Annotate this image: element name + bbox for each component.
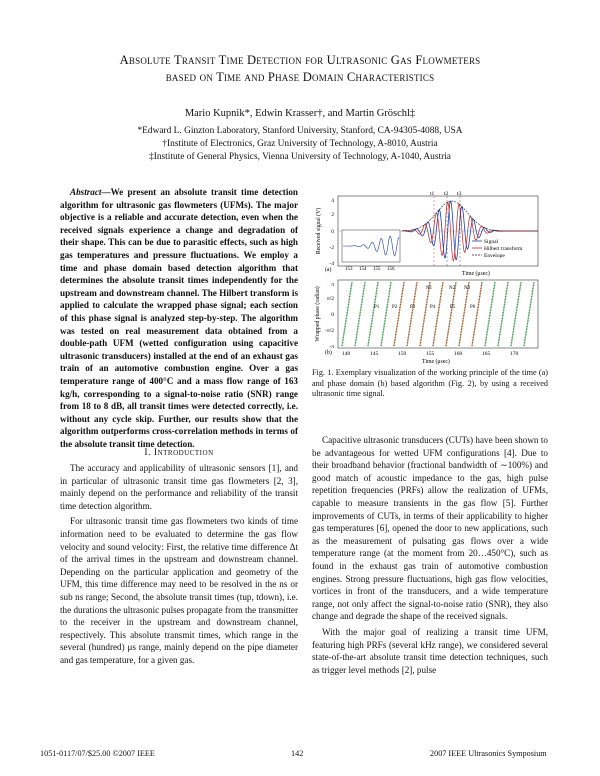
section-heading (60, 447, 298, 458)
marker-t2: t2 (444, 191, 449, 197)
intro-paragraph-1: The accuracy and applicability of ultrasonic sensors [1], and in particular of ultrasonic transit time gas flowmeters [2, 3], mainly depend on the performance and reliability of the transit time detection algorithm. (60, 463, 298, 511)
phase-ramp (433, 282, 443, 346)
abstract-label: Abstract (70, 187, 102, 197)
phase-ramp (420, 282, 430, 346)
phase-ramp (511, 282, 521, 346)
abstract-text: —We present an absolute transit time detection algorithm for ultrasonic gas flowmeters (UFMs). The major objective is a reliable and accurate detection, even when the received signals experience a change and degradation of their shape. This can be due to parasitic effects, such as high gas temperatures and pressure fluctuations. We employ a time and phase domain based detection algorithm that determines the absolute transit times independently for the upstream and downstream channel. The Hilbert transform is applied to calculate the wrapped phase signal; each section of this phase signal is analyzed step-by-step. The algorithm was tested on real measurement data obtained from a double-path UFM (wetted configuration using capacitive ultrasonic transducers) installed at the end of an exhaust gas train of an automotive combustion engine. Over a gas temperature range of 400°C and a mass flow range of 163 kg/h, corresponding to a signal-to-noise ratio (SNR) range from 18 to 8 dB, all transit times were detected correctly, i.e. without any cycle skip. Further, our results show that the algorithm outperforms cross-correlation methods in terms of the absolute transit time detection. (60, 187, 298, 449)
panel-b-label: (b) (325, 350, 332, 356)
introduction-body (60, 462, 298, 667)
phase-label-n3: N3 (464, 286, 471, 291)
affiliation-1: *Edward L. Ginzton Laboratory, Stanford University, Stanford, CA-94305-4088, USA (137, 126, 463, 136)
xlabel-b: Time (μsec) (422, 359, 450, 365)
x-tick-2: 145 (370, 351, 379, 357)
inset-tick-4: 156 (387, 267, 395, 272)
abstract (60, 186, 298, 450)
phase-ramp (459, 282, 469, 346)
affiliation-3: ‡Institute of General Physics, Vienna University of Technology, A-1040, Austria (149, 152, 451, 162)
phase-ramp (485, 282, 495, 346)
x-tick-4: 155 (426, 351, 435, 357)
right-paragraph-2: With the major goal of realizing a transit time UFM, featuring high PRFs (several kHz range), we considered several state-of-the-art absolute transit time detection techniques, such as trigger level methods [2], pulse (312, 626, 548, 675)
ya-tick-1: 4 (331, 198, 334, 204)
ylabel-b: Wrapped phase (radian) (315, 286, 321, 342)
figure-1-svg (312, 190, 548, 365)
phase-label-p3: P3 (410, 305, 416, 310)
footer-right: 2007 IEEE Ultrasonics Symposium (430, 749, 547, 758)
x-tick-6: 165 (482, 351, 491, 357)
affiliation-2: †Institute of Electronics, Graz University of Technology, A-8010, Austria (162, 139, 438, 149)
phase-label-p4: P4 (430, 305, 436, 310)
yb-tick-5: -π (329, 344, 334, 350)
inset-tick-1: 153 (345, 267, 353, 272)
title-line-1: Absolute Transit Time Detection for Ultrasonic Gas Flowmeters (119, 53, 481, 67)
phase-ramp (498, 282, 508, 346)
phase-ramp (407, 282, 417, 346)
phase-label-p2: P2 (392, 305, 398, 310)
ylabel-a: Received signal (V) (316, 207, 322, 255)
xlabel-a: Time (μsec) (462, 271, 490, 277)
envelope-trace (402, 201, 538, 231)
legend-envelope: Envelope (484, 253, 505, 259)
inset-tick-2: 154 (359, 267, 367, 272)
phase-ramp (394, 282, 404, 346)
phase-ramp (355, 282, 365, 346)
authors: Mario Kupnik*, Edwin Krasser†, and Martin Gröschl‡ (184, 108, 416, 119)
legend (472, 239, 523, 259)
legend-signal: Signal (484, 239, 499, 245)
yb-tick-2: π/2 (326, 296, 334, 302)
phase-labels (374, 286, 476, 310)
section-number: I. (144, 447, 151, 458)
inset-tick-3: 155 (373, 267, 381, 272)
paper-title (40, 52, 560, 86)
intro-paragraph-2: For ultrasonic transit time gas flowmeters two kinds of time information need to be evaluated to determine the gas flow velocity and sound velocity: First, the relative time difference Δt of the arrival times in the upstream and downstream channel. Depending on the particular application and geometry of the UFM, this time difference may need to be resolved in the ns or sub ns range; Second, the absolute transit times (tup, tdown), i.e. the durations the ultrasonic pulses propagate from the transmitter to the receiver in the upstream and downstream channel, respectively. This absolute transmit times, which range in the several (hundred) μs range, mainly depend on the pipe diameter and gas temperature, for a given gas. (60, 516, 298, 665)
marker-t3: t3 (457, 191, 462, 197)
phase-ramp (381, 282, 391, 346)
legend-hilbert: Hilbert transform (484, 246, 523, 252)
yb-tick-4: -π/2 (325, 328, 334, 334)
marker-t1: t1 (430, 191, 435, 197)
footer-left: 1051-0117/07/$25.00 ©2007 IEEE (40, 749, 155, 758)
title-line-2: based on Time and Phase Domain Characteristics (165, 70, 435, 84)
affiliations (40, 125, 560, 164)
phase-label-n1: N1 (426, 286, 433, 291)
phase-ramp (368, 282, 378, 346)
phase-label-p1: P1 (374, 305, 380, 310)
figure-1 (312, 190, 548, 365)
phase-ramp (472, 282, 482, 346)
hilbert-trace (402, 202, 538, 260)
phase-label-n2: N2 (449, 286, 456, 291)
ya-tick-2: 2 (331, 212, 334, 218)
right-column-body (312, 434, 548, 676)
yb-tick-3: 0 (331, 312, 334, 318)
phase-ramp (446, 282, 456, 346)
phase-ramp (342, 282, 352, 346)
ya-tick-4: -2 (329, 245, 334, 251)
x-tick-5: 160 (454, 351, 463, 357)
yb-tick-1: π (331, 282, 334, 288)
ya-tick-3: 0 (331, 229, 334, 235)
x-tick-1: 140 (342, 351, 351, 357)
section-title: Introduction (153, 447, 214, 458)
x-tick-3: 150 (398, 351, 407, 357)
phase-label-p5: P5 (450, 305, 456, 310)
right-paragraph-1: Capacitive ultrasonic transducers (CUTs) have been shown to be advantageous for wetted UFM configurations [4]. Due to their broadband behavior (fractional bandwidth of ∼100%) and good match of acoustic impedance to the gas, high pulse repetition frequencies (PRFs) allow the realization of UFMs, capable to measure transients in the gas flow [5]. Further improvements of CUTs, in terms of their applicability to higher gas temperatures [6], opened the door to new applications, such as the measurement of pulsating gas flows over a wide temperature range (at the moment from 20…450°C), such as found in the exhaust gas train of automotive combustion engines. Strong pressure fluctuations, high gas flow velocities, vortices in front of the transducers, and a wide temperature range, not only affect the signal-to-noise ratio (SNR), they also change and degrade the shape of the received signals. (312, 435, 548, 622)
phase-ramp (524, 282, 534, 346)
footer-page-number: 142 (291, 749, 304, 758)
ya-tick-5: -4 (329, 261, 334, 267)
phase-label-p6: P6 (470, 305, 476, 310)
phase-marks (342, 282, 534, 346)
x-tick-7: 170 (510, 351, 519, 357)
figure-caption: Fig. 1. Exemplary visualization of the working principle of the time (a) and phase domain (b) based algorithm (Fig. 2), by using a received ultrasonic time signal. (312, 368, 548, 399)
panel-a-label: (a) (325, 267, 332, 273)
